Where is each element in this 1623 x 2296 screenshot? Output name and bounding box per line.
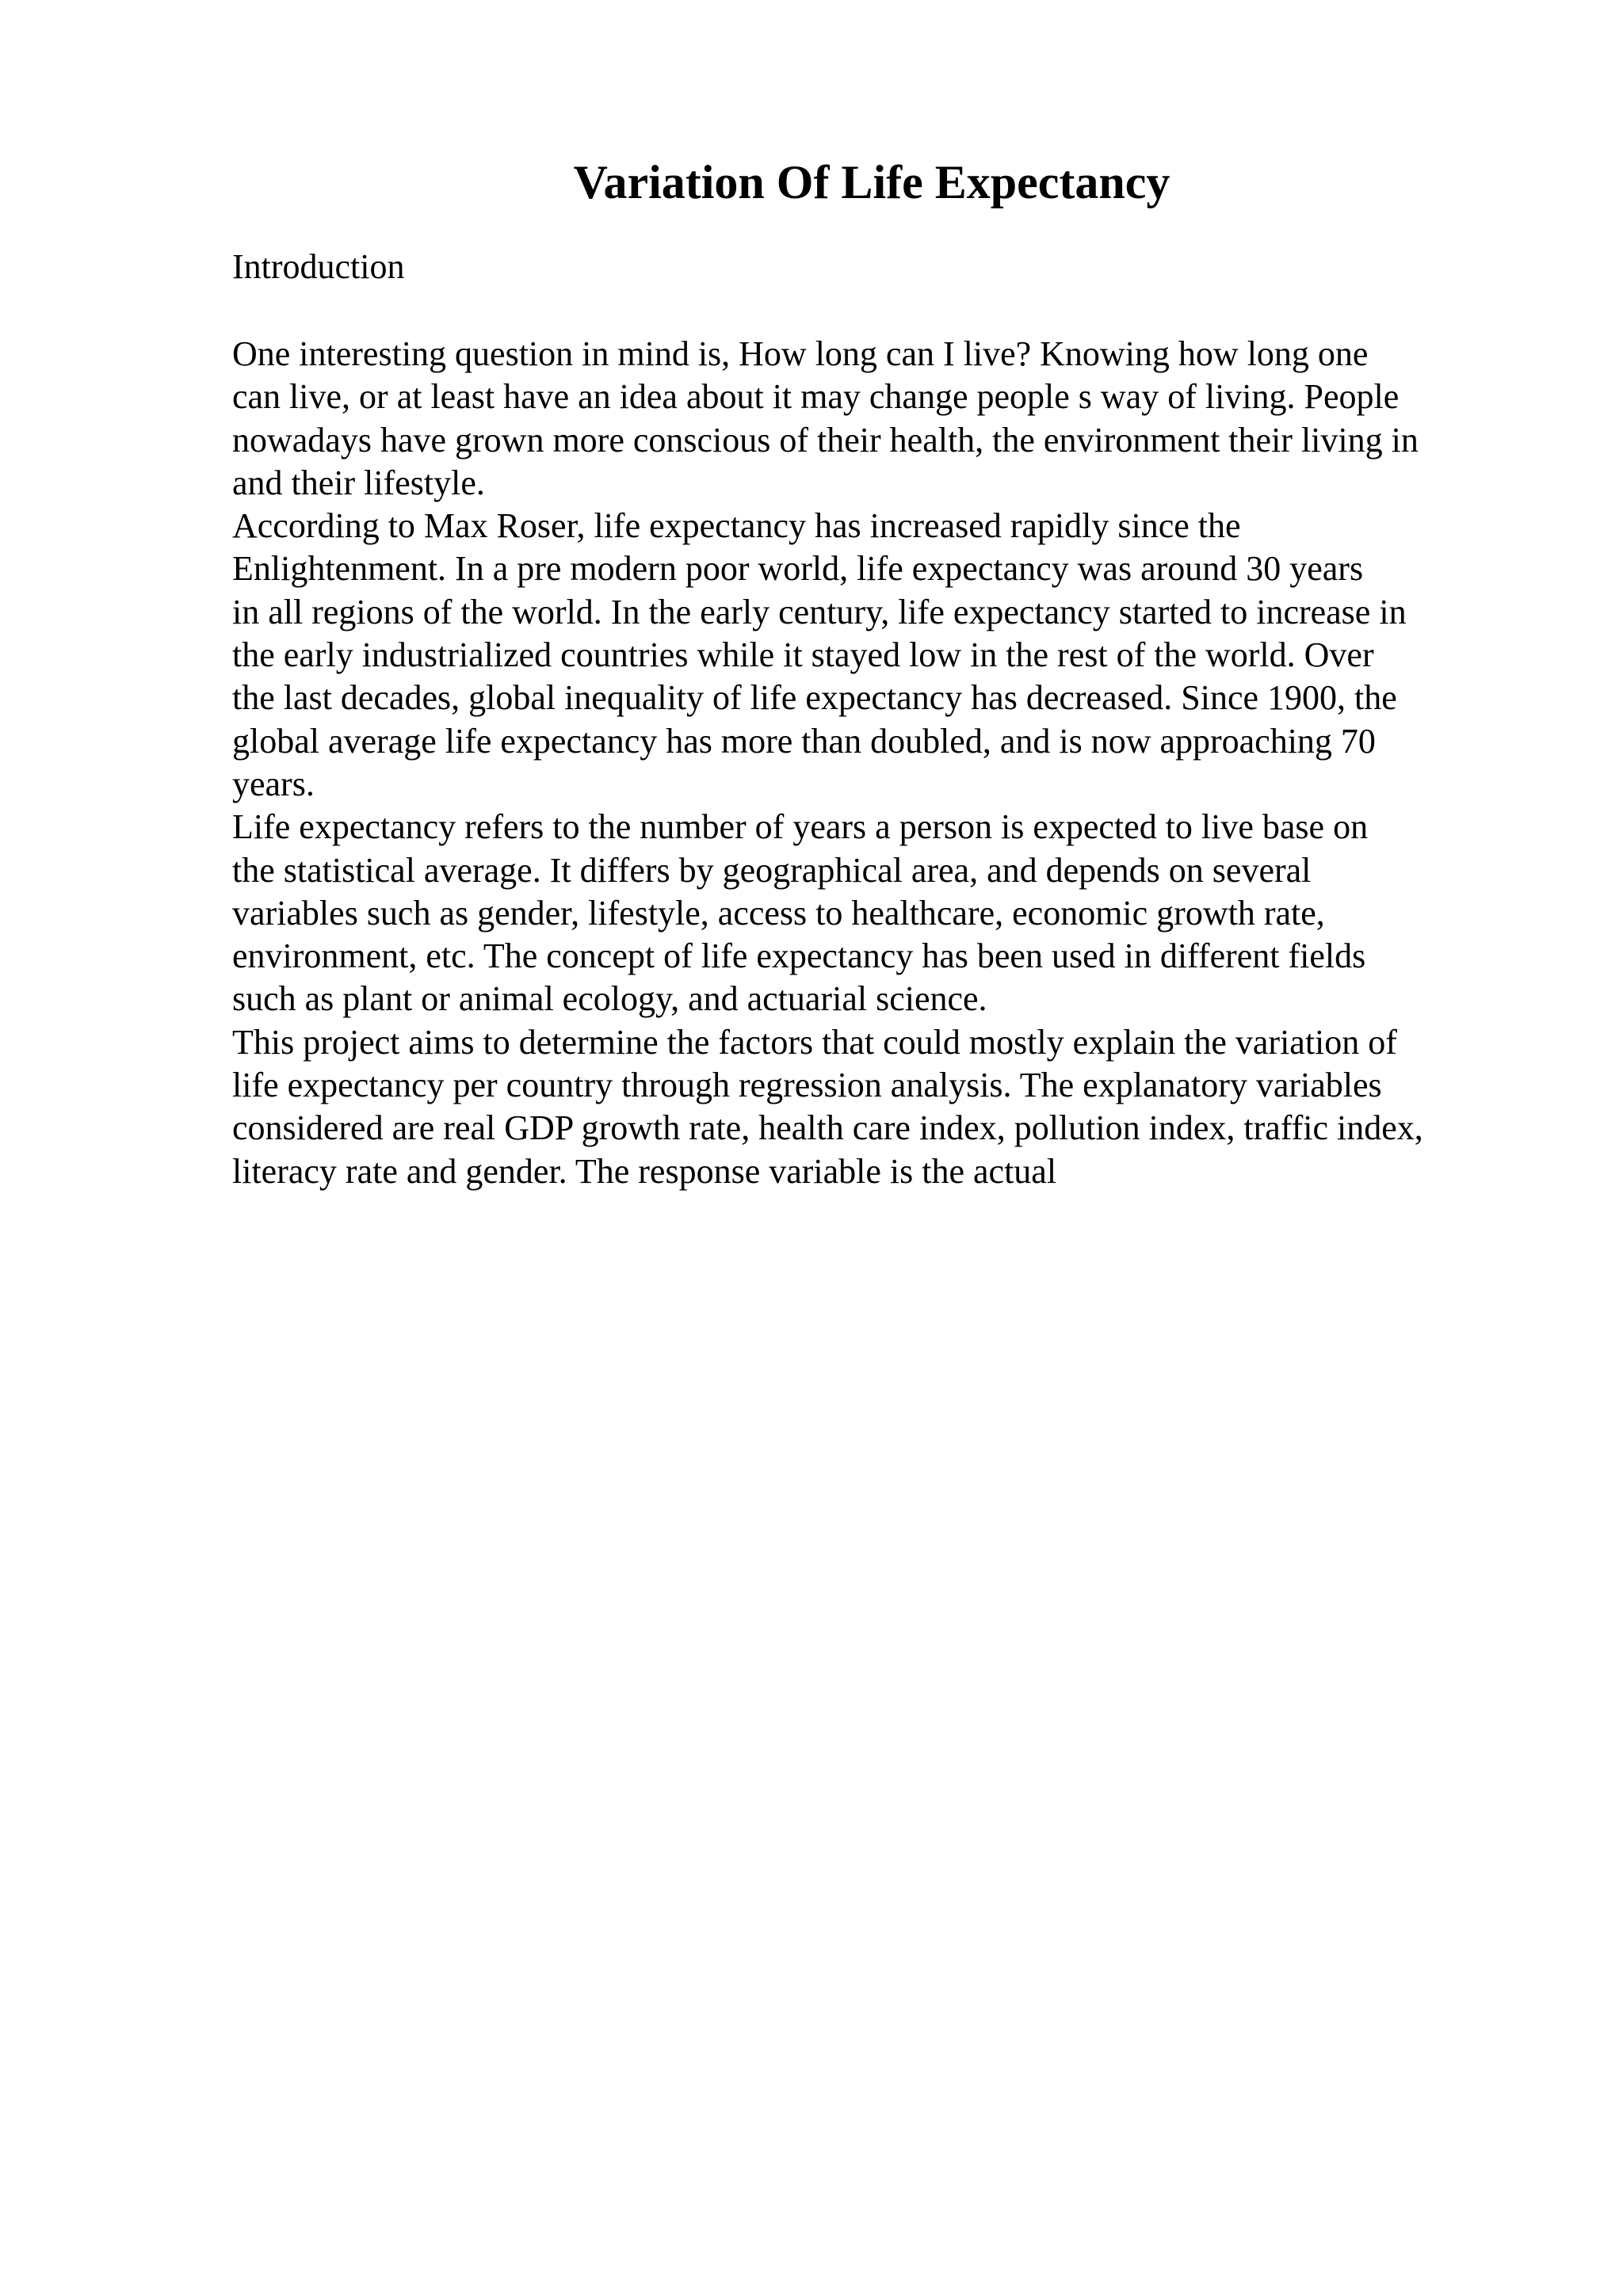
text-line: can live, or at least have an idea about it may change people s way of living. People bbox=[232, 377, 1400, 417]
text-line: the last decades, global inequality of life expectancy has decreased. Since 1900, the bbox=[232, 678, 1397, 718]
text-line: such as plant or animal ecology, and actuarial science. bbox=[232, 979, 987, 1019]
text-line: This project aims to determine the factors that could mostly explain the variation of bbox=[232, 1022, 1397, 1062]
section-heading: Introduction bbox=[232, 247, 405, 286]
text-line: and their lifestyle. bbox=[232, 463, 485, 502]
text-line: life expectancy per country through regression analysis. The explanatory variables bbox=[232, 1066, 1382, 1105]
text-line: the statistical average. It differs by geographical area, and depends on several bbox=[232, 850, 1312, 890]
text-line: Life expectancy refers to the number of years a person is expected to live base on bbox=[232, 807, 1369, 847]
text-line: According to Max Roser, life expectancy has increased rapidly since the bbox=[232, 506, 1241, 546]
body-text bbox=[232, 333, 1516, 1193]
text-line: literacy rate and gender. The response variable is the actual bbox=[232, 1151, 1057, 1191]
text-line: considered are real GDP growth rate, health care index, pollution index, traffic index, bbox=[232, 1108, 1423, 1148]
text-line: global average life expectancy has more than doubled, and is now approaching 70 bbox=[232, 721, 1376, 761]
text-line: variables such as gender, lifestyle, access to healthcare, economic growth rate, bbox=[232, 893, 1325, 933]
text-line: the early industrialized countries while it stayed low in the rest of the world. Over bbox=[232, 635, 1374, 675]
text-line: nowadays have grown more conscious of their health, the environment their living in bbox=[232, 420, 1419, 460]
text-line: in all regions of the world. In the early century, life expectancy started to increase in bbox=[232, 592, 1407, 631]
document-title: Variation Of Life Expectancy bbox=[573, 156, 1170, 208]
text-line: years. bbox=[232, 764, 315, 803]
text-line: One interesting question in mind is, How long can I live? Knowing how long one bbox=[232, 334, 1369, 373]
text-line: environment, etc. The concept of life expectancy has been used in different fields bbox=[232, 936, 1366, 976]
text-line: Enlightenment. In a pre modern poor world, life expectancy was around 30 years bbox=[232, 549, 1364, 589]
